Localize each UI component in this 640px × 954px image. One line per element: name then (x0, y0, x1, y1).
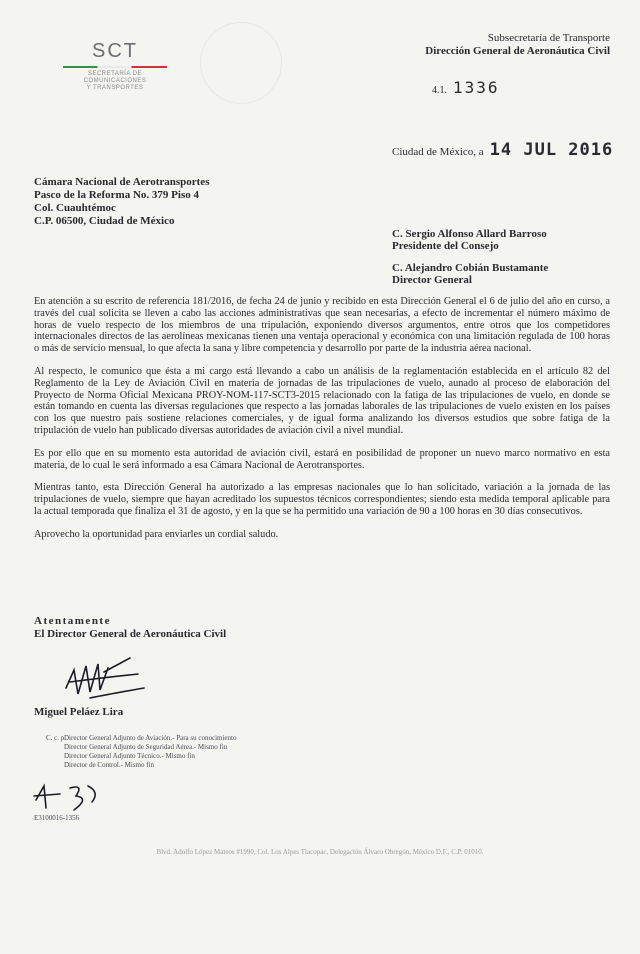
addressee-line-4: C.P. 06500, Ciudad de México (34, 215, 175, 227)
office-number-stamp: 1336 (453, 78, 500, 97)
logo-mark: SCT (92, 40, 138, 62)
signer-title: El Director General de Aeronáutica Civil (34, 628, 227, 640)
footer-address: Blvd. Adolfo López Mateos #1990, Col. Los Alpes Tlacopac, Delegación Álvaro Obregón, México D.F., C.P. 01010. (156, 848, 484, 856)
logo-subtitle-1: SECRETARÍA DE (87, 71, 143, 77)
cc-item-4: Director de Control.- Mismo fin (64, 761, 155, 769)
national-seal-watermark (200, 22, 282, 104)
place-and-date (392, 140, 613, 160)
initials-signature (30, 778, 110, 818)
addressee-line-3: Col. Cuauhtémoc (34, 202, 116, 214)
attention-block (392, 228, 548, 286)
letter-body (34, 296, 610, 552)
addressee-line-2: Pasco de la Reforma No. 379 Piso 4 (34, 189, 199, 201)
attention-name-1: C. Sergio Alfonso Allard Barroso (392, 228, 547, 240)
logo-subtitle-3: Y TRANSPORTES (86, 85, 144, 91)
body-paragraph-3: Es por ello que en su momento esta autoridad de aviación civil, estará en posibilidad de proponer un nuevo marco normativo en esta materia, de lo cual le será informado a esa Cámara Nacional de Aerotransportes. (34, 447, 610, 471)
body-paragraph-4: Mientras tanto, esta Dirección General ha autorizado a las empresas nacionales que lo han solicitado, variación a la jornada de las tripulaciones de vuelo, siempre que hayan acreditado los supuestos técnicos correspondientes; siendo esta medida temporal aplicable para la actual temporada que finaliza el 31 de agosto, y en la que se ha permitido una variación de 90 a 100 horas en 30 días consecutivos. (34, 482, 610, 517)
attention-name-2: C. Alejandro Cobián Bustamante (392, 262, 549, 274)
handwritten-signature (60, 648, 150, 708)
signer-name: Miguel Peláez Lira (34, 706, 124, 718)
addressee-line-1: Cámara Nacional de Aerotransportes (34, 176, 210, 188)
place-text: Ciudad de México, a (392, 146, 484, 158)
body-paragraph-5: Aprovecho la oportunidad para enviarles un cordial saludo. (34, 528, 279, 540)
salutation: Atentamente (34, 615, 111, 627)
cc-item-3: Director General Adjunto Técnico.- Mismo fin (64, 752, 195, 760)
cc-list (46, 734, 236, 770)
cc-label: C. c. p. (46, 734, 67, 742)
addressee-block (34, 176, 209, 228)
body-paragraph-2: Al respecto, le comunico que ésta a mi cargo está llevando a cabo un análisis de la reglamentación establecida en el artículo 82 del Reglamento de la Ley de Aviación Civil en materia de jornadas de las tripulaciones de vuelo, aunado al proceso de elaboración del Proyecto de Norma Oficial Mexicana PROY-NOM-117-SCT3-2015 relacionado con la fatiga de las tripulaciones de vuelo, en donde se están tomando en cuenta las diversas regulaciones que respecto a las jornadas laborales de las tripulaciones de vuelo existen en los países con los que nuestro país sostiene relaciones comerciales, y de igual forma analizando los diversos estudios que sobre fatiga de la tripulación de vuelo han publicado diversas autoridades de aviación civil a nivel mundial. (34, 365, 610, 436)
closing-block (34, 615, 226, 641)
reference-code: E3100016-1356 (34, 814, 80, 822)
sct-logo (60, 40, 170, 92)
logo-subtitle-2: COMUNICACIONES (83, 78, 147, 84)
direccion-line: Dirección General de Aeronáutica Civil (425, 45, 610, 57)
office-number (432, 78, 500, 97)
attention-title-2: Director General (392, 274, 472, 286)
attention-title-1: Presidente del Consejo (392, 240, 499, 252)
cc-item-2: Director General Adjunto de Seguridad Aérea.- Mismo fin (64, 743, 228, 751)
subsecretaria-line: Subsecretaría de Transporte (487, 32, 610, 44)
date-stamp: 14 JUL 2016 (489, 140, 614, 160)
cc-item-1: Director General Adjunto de Aviación.- Para su conocimiento (64, 734, 237, 742)
body-paragraph-1: En atención a su escrito de referencia 181/2016, de fecha 24 de junio y recibido en esta Dirección General el 6 de julio del año en curso, a través del cual solicita se lleven a cabo las acciones administrativas que sean necesarias, a efecto de incrementar el número máximo de horas de vuelo respecto de los miembros de una tripulación, exponiendo diversos argumentos, entre otros que los competidores internacionales directos de las aerolíneas mexicanas tienen una ventaja operacional y económica con una limitación regulada de 100 horas o más de servicio mensual, lo que afecta la sana y libre competencia y desarrollo por parte de la industria aérea nacional. (34, 296, 610, 355)
office-prefix: 4.1. (432, 85, 447, 96)
logo-color-band (63, 66, 167, 68)
letterhead-right (425, 32, 610, 58)
